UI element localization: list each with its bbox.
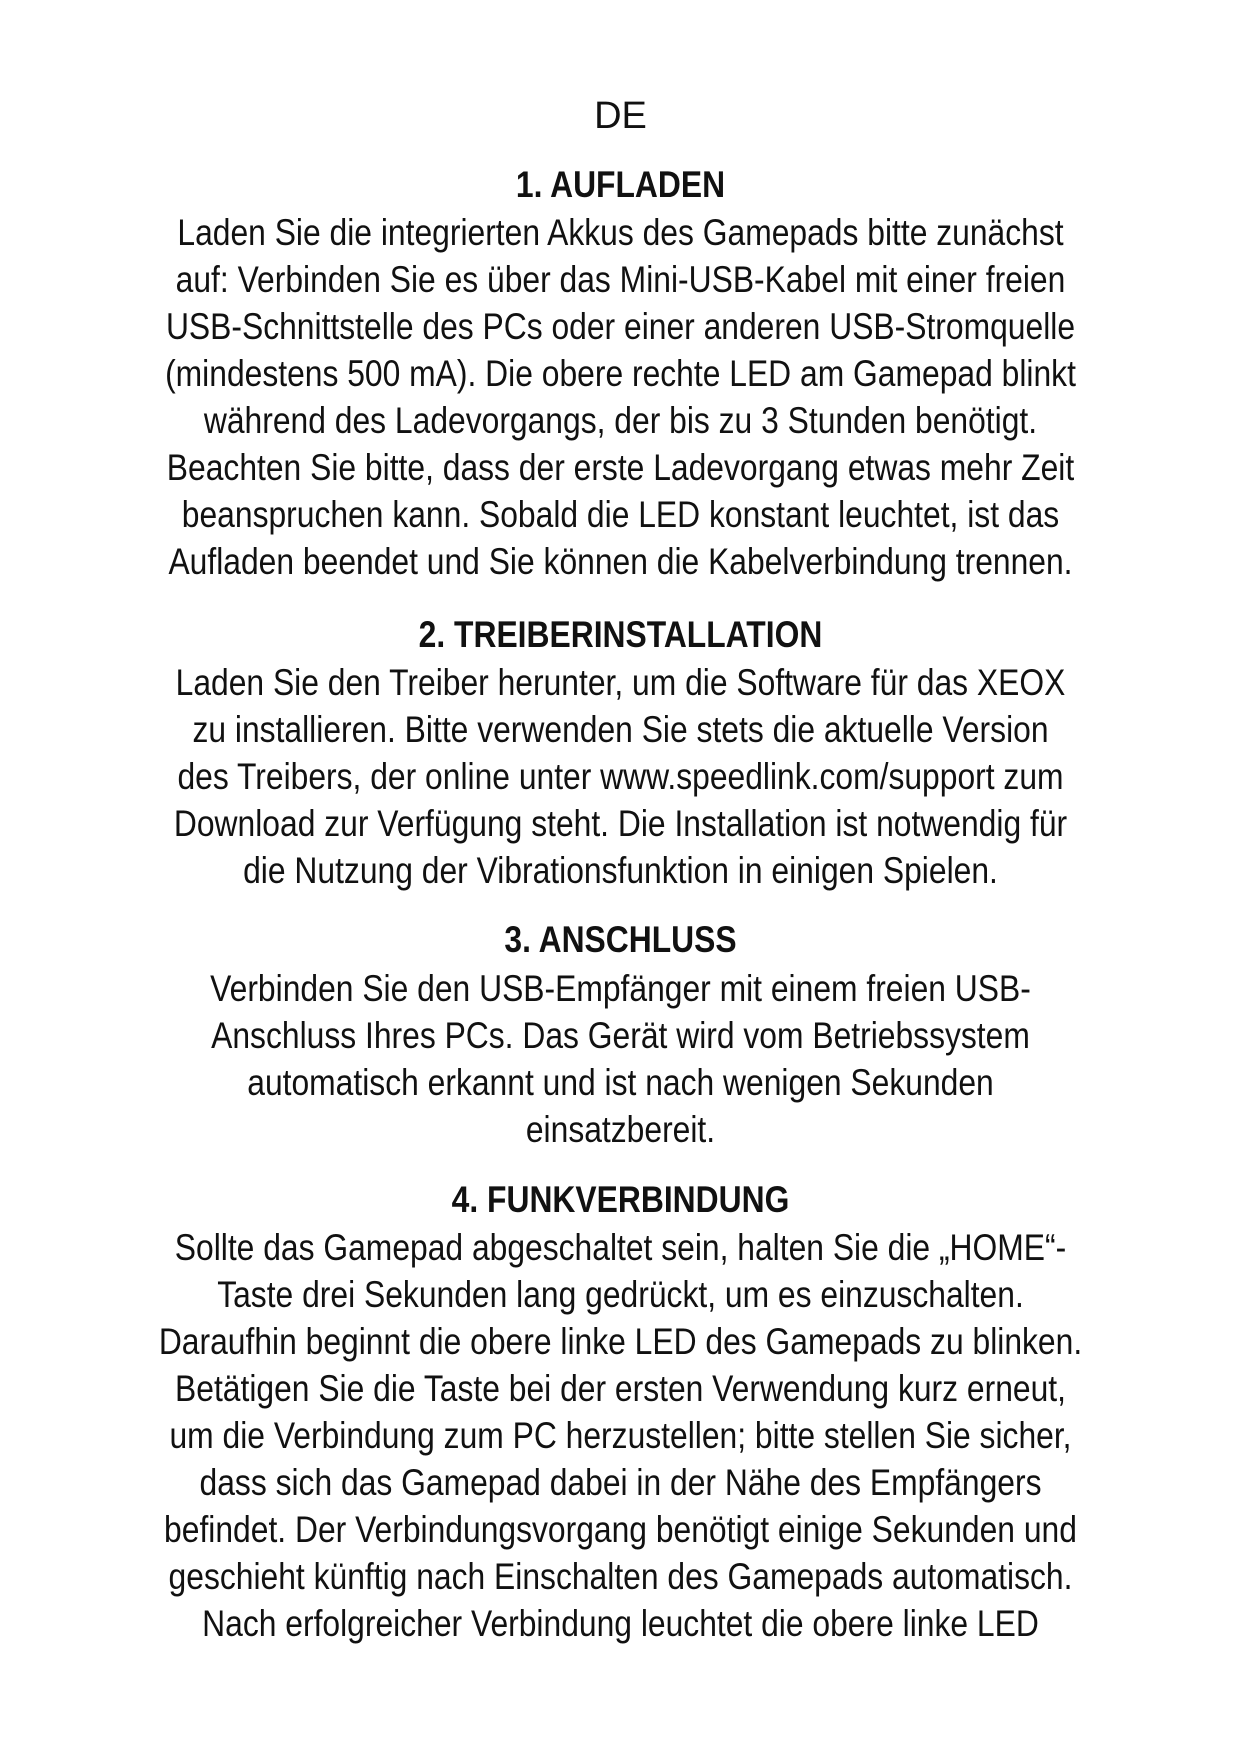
- section-heading-treiberinstallation: 2. TREIBERINSTALLATION: [418, 614, 823, 655]
- text-line: Beachten Sie bitte, dass der erste Ladevorgang etwas mehr Zeit: [166, 447, 1075, 488]
- text-line: Nach erfolgreicher Verbindung leuchtet die obere linke LED: [202, 1603, 1039, 1644]
- text-line: Download zur Verfügung steht. Die Installation ist notwendig für: [173, 803, 1068, 844]
- text-line: Laden Sie die integrierten Akkus des Gamepads bitte zunächst: [177, 212, 1064, 253]
- text-line: geschieht künftig nach Einschalten des Gamepads automatisch.: [168, 1556, 1073, 1597]
- text-line: USB-Schnittstelle des PCs oder einer anderen USB-Stromquelle: [165, 306, 1076, 347]
- text-line: (mindestens 500 mA). Die obere rechte LED am Gamepad blinkt: [165, 353, 1076, 394]
- section-text-anschluss: [40, 965, 1201, 1153]
- text-line: zu installieren. Bitte verwenden Sie stets die aktuelle Version: [192, 709, 1049, 750]
- text-line: befindet. Der Verbindungsvorgang benötigt einige Sekunden und: [164, 1509, 1077, 1550]
- text-line: beanspruchen kann. Sobald die LED konstant leuchtet, ist das: [181, 494, 1060, 535]
- text-line: die Nutzung der Vibrationsfunktion in einigen Spielen.: [243, 850, 998, 891]
- text-line: Anschluss Ihres PCs. Das Gerät wird vom Betriebssystem: [211, 1015, 1030, 1056]
- text-line: während des Ladevorgangs, der bis zu 3 Stunden benötigt.: [203, 400, 1038, 441]
- text-line: dass sich das Gamepad dabei in der Nähe des Empfängers: [199, 1462, 1042, 1503]
- section-text-funkverbindung: [40, 1224, 1201, 1647]
- text-line: auf: Verbinden Sie es über das Mini-USB-Kabel mit einer freien: [175, 259, 1066, 300]
- text-line: des Treibers, der online unter www.speedlink.com/support zum: [177, 756, 1064, 797]
- text-line: einsatzbereit.: [525, 1109, 716, 1150]
- text-line: Taste drei Sekunden lang gedrückt, um es einzuschalten.: [217, 1274, 1024, 1315]
- section-heading-anschluss: 3. ANSCHLUSS: [504, 919, 737, 960]
- text-line: Daraufhin beginnt die obere linke LED des Gamepads zu blinken.: [158, 1321, 1083, 1362]
- text-line: Sollte das Gamepad abgeschaltet sein, halten Sie die „HOME“-: [174, 1227, 1067, 1268]
- section-heading-aufladen: 1. AUFLADEN: [515, 164, 726, 205]
- text-line: um die Verbindung zum PC herzustellen; bitte stellen Sie sicher,: [169, 1415, 1072, 1456]
- language-code: DE: [594, 95, 647, 137]
- text-line: Laden Sie den Treiber herunter, um die Software für das XEOX: [175, 662, 1066, 703]
- section-text-treiberinstallation: [40, 659, 1201, 894]
- section-heading-funkverbindung: 4. FUNKVERBINDUNG: [451, 1179, 790, 1220]
- text-line: Verbinden Sie den USB-Empfänger mit einem freien USB-: [210, 968, 1031, 1009]
- text-line: Aufladen beendet und Sie können die Kabelverbindung trennen.: [168, 541, 1073, 582]
- text-line: automatisch erkannt und ist nach wenigen Sekunden: [247, 1062, 994, 1103]
- text-line: Betätigen Sie die Taste bei der ersten Verwendung kurz erneut,: [175, 1368, 1066, 1409]
- section-text-aufladen: [40, 209, 1201, 585]
